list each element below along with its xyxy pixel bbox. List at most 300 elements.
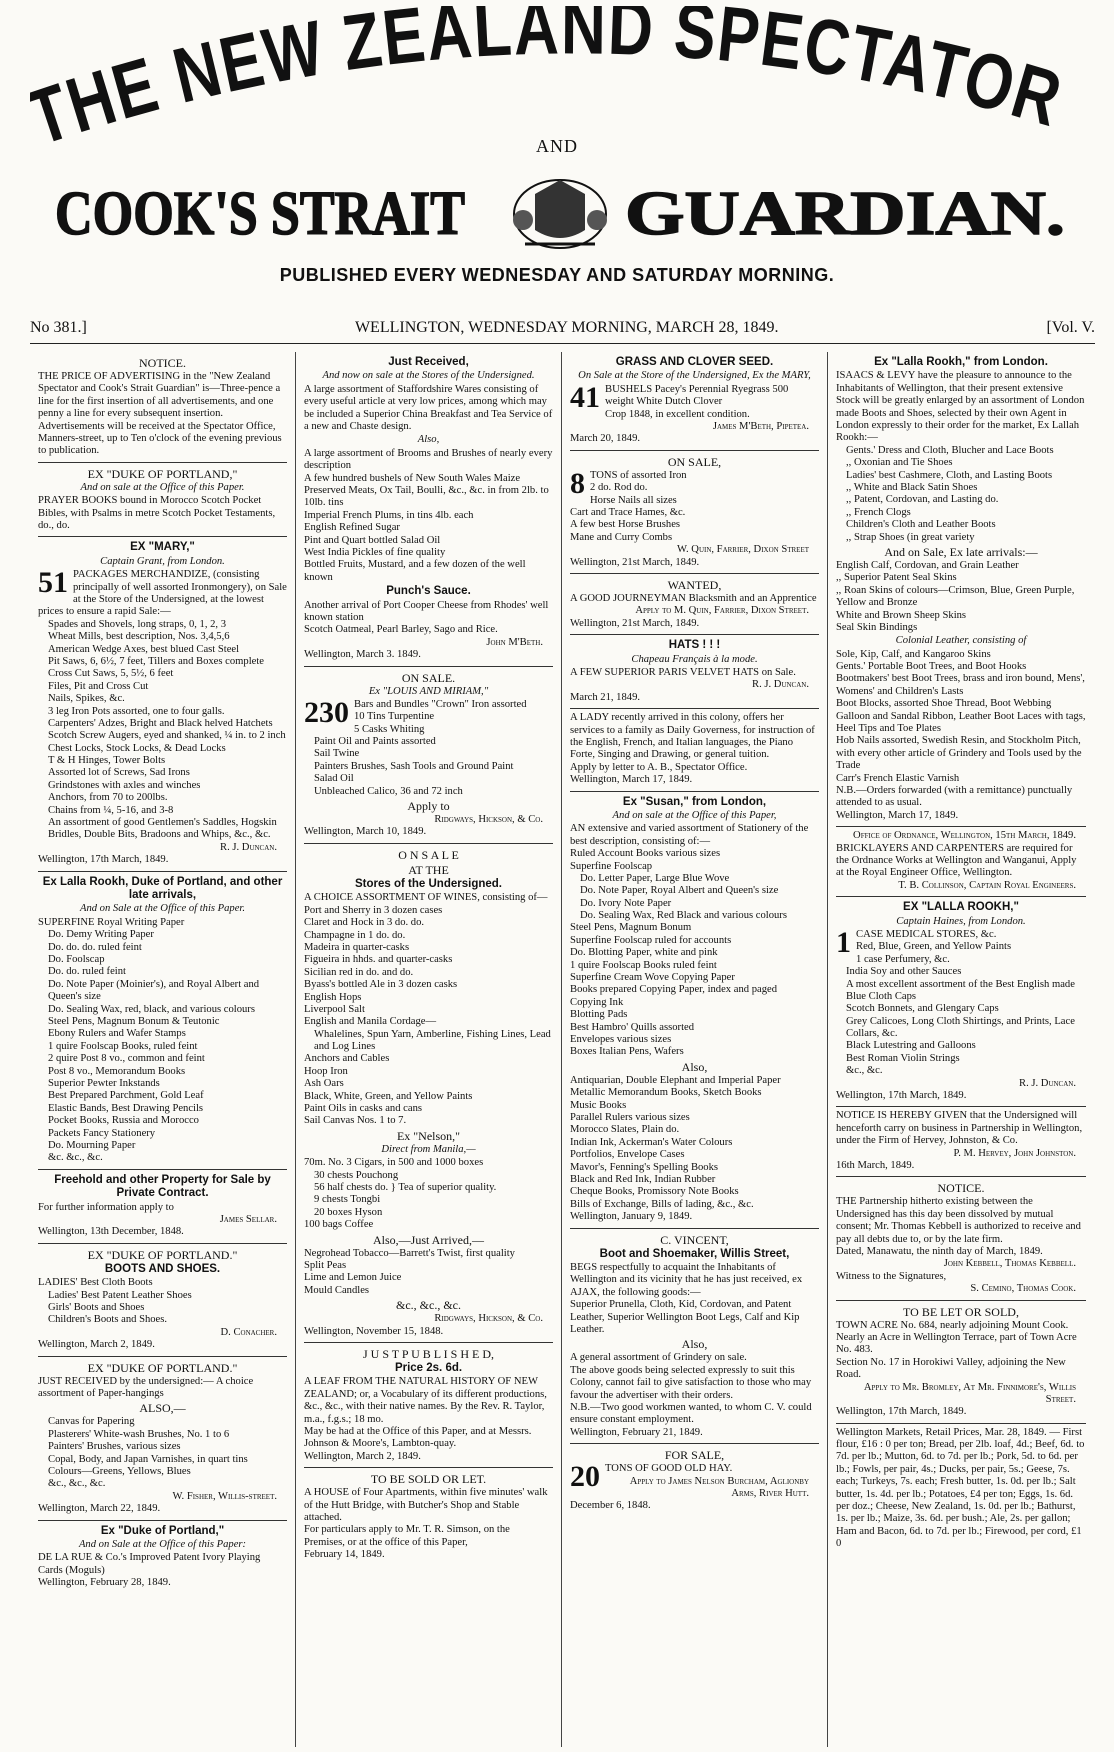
line-text: 70m. No. 3 Cigars, in 500 and 1000 boxes <box>304 1157 484 1169</box>
line-text: 1 quire Foolscap Books, ruled feint <box>48 1040 198 1052</box>
line-text: Captain Haines, from London. <box>896 915 1026 927</box>
line-text: Colours—Greens, Yellows, Blues <box>48 1466 191 1477</box>
ad-heading <box>304 1129 553 1143</box>
line-text: English and Manila Cordage— <box>304 1016 437 1028</box>
ad-text <box>570 532 819 544</box>
line-text: American Wedge Axes, best blued Cast Steel <box>48 643 240 655</box>
line-text: T & H Hinges, Tower Bolts <box>48 755 166 767</box>
ad-text <box>836 785 1086 810</box>
ad-text <box>304 522 553 534</box>
ad-text <box>836 482 1086 494</box>
ad-text <box>570 1124 819 1136</box>
advertisement <box>304 1468 553 1565</box>
line-text: Paint Oils in casks and cans <box>304 1103 422 1115</box>
ad-heading <box>38 1174 287 1201</box>
ad-text <box>38 743 287 755</box>
line-text: Wellington, March 3. 1849. <box>304 649 421 661</box>
line-text: Ex "Lalla Rookh," from London. <box>874 356 1048 368</box>
ad-text <box>304 1549 553 1561</box>
line-text: Sicilian red in do. and do. <box>304 966 414 978</box>
line-text: Do. Blotting Paper, white and pink <box>570 947 718 959</box>
line-text: Superior Pewter Inkstands <box>48 1077 160 1089</box>
line-text: 9 chests Tongbi <box>314 1194 381 1206</box>
ad-text <box>836 1246 1086 1258</box>
ad-text <box>570 762 819 774</box>
line-text: THE Partnership hitherto existing between the Undersigned has this day been dissolved by mutual consent; Mr. Thomas Kebbell is authorized to receive and pay all debts due to, or by the late firm. <box>836 1196 1081 1245</box>
line-text: ,, Superior Patent Seal Skins <box>836 572 957 584</box>
line-text: R. J. Duncan. <box>752 679 809 691</box>
ad-text <box>570 910 819 922</box>
line-text: PACKAGES MERCHANDIZE, (consisting principally of well assorted Ironmongery), on Sale at the Store of the Undersigned, at the lowest prices to ensure a rapid Sale:— <box>38 569 287 618</box>
ad-heading <box>38 1361 287 1375</box>
ad-heading <box>570 1060 819 1074</box>
royal-arms-emblem <box>513 180 607 248</box>
line-text: And on sale at the Office of this Paper, <box>612 809 777 821</box>
line-text: Wheat Mills, best description, Nos. 3,4,5,6 <box>48 631 230 643</box>
ad-text <box>570 861 819 873</box>
ad-text <box>304 1272 553 1284</box>
line-text: For particulars apply to Mr. T. R. Simson, on the Premises, or at the office of this Paper, <box>304 1524 510 1548</box>
line-text: THE PRICE OF ADVERTISING in the "New Zealand Spectator and Cook's Strait Guardian" is—Three-pence a line for the first insertion of all advertisements, and one penny a line for every subsequent insertion. Advertisements will be received at the Spectator Office, Manners-street, up to Ten o'clock of the evening previous to publication. <box>38 371 282 457</box>
line-text: March 20, 1849. <box>570 433 641 445</box>
ad-text <box>570 654 819 666</box>
line-text: Wellington, March 17, 1849. <box>836 809 959 821</box>
ad-text <box>570 1075 819 1087</box>
line-text: NOTICE. <box>139 356 186 370</box>
ad-text <box>38 1004 287 1016</box>
line-text: Ladies' Best Patent Leather Shoes <box>48 1289 192 1301</box>
advertisement <box>836 1177 1086 1300</box>
quantity-numeral: 8 <box>570 466 585 500</box>
ad-signature <box>570 544 819 556</box>
ad-text <box>38 1478 287 1490</box>
ad-text <box>304 1170 553 1182</box>
ad-text <box>38 730 287 742</box>
line-text: Packets Fancy Stationery <box>48 1127 156 1139</box>
ad-text <box>570 1022 819 1034</box>
ad-text <box>836 843 1086 880</box>
line-text: A general assortment of Grindery on sale. <box>570 1352 747 1364</box>
line-text: A GOOD JOURNEYMAN Blacksmith and an Apprentice <box>570 592 817 604</box>
quantity-numeral: 230 <box>304 695 349 729</box>
ad-text <box>836 532 1086 544</box>
ad-text <box>304 370 553 382</box>
line-text: Grey Calicoes, Long Cloth Shirtings, and Prints, Lace Collars, &c. <box>846 1015 1075 1040</box>
advertisement <box>304 1343 553 1468</box>
line-text: Do. Letter Paper, Large Blue Wove <box>580 872 730 884</box>
ad-signature <box>836 1382 1086 1407</box>
ad-text <box>304 1426 553 1451</box>
line-text: And on Sale at the Office of this Paper: <box>78 1539 247 1551</box>
ad-heading <box>304 848 553 862</box>
ad-text <box>836 1016 1086 1041</box>
line-text: And on Sale, Ex late arrivals:— <box>884 544 1038 559</box>
ad-text <box>38 495 287 532</box>
line-text: Mavor's, Fenning's Spelling Books <box>570 1161 719 1173</box>
line-text: JUST RECEIVED by the undersigned:— A choice assortment of Paper-hangings <box>38 1375 254 1400</box>
line-text: And on sale at the Office of this Paper. <box>80 481 245 493</box>
ad-text <box>304 1053 553 1065</box>
line-text: Lime and Lemon Juice <box>304 1272 402 1284</box>
ad-text <box>570 495 819 507</box>
ad-signature <box>570 421 819 433</box>
line-text: Champagne in 1 do. do. <box>304 929 406 941</box>
ad-text <box>570 593 819 605</box>
ad-text <box>836 941 1086 953</box>
line-text: Plasterers' White-wash Brushes, No. 1 to 6 <box>48 1428 230 1440</box>
line-text: Envelopes various sizes <box>570 1034 672 1045</box>
advertisement <box>836 1301 1086 1424</box>
ad-text <box>836 470 1086 482</box>
ad-signature <box>836 1078 1086 1090</box>
ad-text <box>836 1196 1086 1246</box>
line-text: ON SALE, <box>667 454 722 469</box>
line-text: Do. do. do. ruled feint <box>48 941 142 953</box>
line-text: R. J. Duncan. <box>220 841 277 853</box>
line-text: Apply to Mr. Bromley, At Mr. Finnimore's, Willis Street. <box>863 1381 1076 1405</box>
ad-text <box>836 673 1086 698</box>
ad-text <box>304 892 553 904</box>
ad-signature <box>836 1258 1086 1270</box>
line-text: Mould Candles <box>304 1284 370 1296</box>
ad-text <box>38 556 287 568</box>
title-line2-left: COOK'S STRAIT <box>55 180 465 248</box>
ad-text <box>38 482 287 494</box>
ad-text <box>570 848 819 860</box>
advertisement <box>570 709 819 791</box>
line-text: WANTED, <box>667 577 722 592</box>
ad-heading <box>570 1233 819 1247</box>
ad-text <box>38 755 287 767</box>
line-text: Girls' Boots and Shoes <box>48 1302 145 1314</box>
line-text: R. J. Duncan. <box>1019 1077 1076 1089</box>
ad-text <box>304 473 553 485</box>
line-text: Music Books <box>570 1099 627 1111</box>
ad-text <box>836 457 1086 469</box>
line-text: Ex "Duke of Portland," <box>100 1524 225 1537</box>
line-text: Ebony Rulers and Wafer Stamps <box>48 1028 186 1040</box>
ad-text <box>570 1365 819 1402</box>
line-text: Do. Sealing Wax, Red Black and various colours <box>580 910 787 922</box>
ad-text <box>304 942 553 954</box>
ad-text <box>38 718 287 730</box>
ad-text <box>38 1028 287 1040</box>
ad-signature <box>38 842 287 854</box>
line-text: Do. Mourning Paper <box>48 1139 136 1151</box>
line-text: Scotch Oatmeal, Pearl Barley, Sago and Rice. <box>304 624 498 636</box>
line-text: Apply to James Nelson Burcham, Aglionby Arms, River Hutt. <box>629 1475 809 1499</box>
ad-text <box>570 1352 819 1364</box>
line-text: A CHOICE ASSORTMENT OF WINES, consisting of— <box>304 892 548 904</box>
ad-text <box>570 692 819 704</box>
line-text: Pit Saws, 6, 6½, 7 feet, Tillers and Boxes complete <box>48 655 264 667</box>
line-text: Parallel Rulers various sizes <box>570 1111 690 1123</box>
line-text: N.B.—Two good workmen wanted, to whom C. V. could ensure constant employment. <box>570 1401 812 1426</box>
line-text: Black and Red Ink, Indian Rubber <box>570 1173 716 1185</box>
line-text: White and Brown Sheep Skins <box>836 609 967 621</box>
line-text: On Sale at the Store of the Undersigned, Ex the MARY, <box>578 370 811 382</box>
line-text: TONS OF GOOD OLD HAY. <box>605 1463 733 1475</box>
ad-heading <box>570 1248 819 1261</box>
ad-text <box>38 1416 287 1428</box>
line-text: Price 2s. 6d. <box>394 1362 463 1374</box>
line-text: &c., &c., &c. <box>48 1478 106 1490</box>
ad-text <box>836 370 1086 444</box>
line-text: Wellington, March 2, 1849. <box>38 1339 155 1351</box>
line-text: Crop 1848, in excellent condition. <box>605 408 750 420</box>
ad-text <box>38 371 287 458</box>
ad-heading <box>836 901 1086 914</box>
ad-heading <box>304 585 553 598</box>
advertisement <box>38 463 287 538</box>
line-text: SUPERFINE Royal Writing Paper <box>38 916 185 928</box>
ad-heading <box>304 671 553 685</box>
line-text: A FEW SUPERIOR PARIS VELVET HATS on Sale. <box>570 667 796 678</box>
line-text: Punch's Sauce. <box>386 585 471 598</box>
line-text: Best Roman Violin Strings <box>846 1052 960 1064</box>
ad-text <box>836 916 1086 928</box>
line-text: Wellington, 21st March, 1849. <box>570 617 700 629</box>
ad-text <box>38 619 287 631</box>
line-text: Direct from Manila,— <box>381 1143 476 1155</box>
ad-text <box>570 1112 819 1124</box>
ad-text <box>836 1040 1086 1052</box>
line-text: NOTICE. <box>937 1181 985 1196</box>
ad-text <box>304 1487 553 1524</box>
line-text: FOR SALE, <box>664 1448 725 1463</box>
quantity-numeral: 41 <box>570 380 600 414</box>
line-text: DE LA RUE & Co.'s Improved Patent Ivory Playing Cards (Moguls) <box>38 1552 261 1576</box>
line-text: Ex "Nelson," <box>396 1128 461 1143</box>
line-text: A few best Horse Brushes <box>570 519 681 531</box>
advertisement <box>38 1521 287 1594</box>
line-text: John Kebbell, Thomas Kebbell. <box>943 1258 1076 1270</box>
line-text: Blotting Pads <box>570 1009 628 1021</box>
line-text: Wellington Markets, Retail Prices, Mar. 28, 1849. — First flour, £16 : 0 per ton; Bread, per 2lb. loaf, 4d.; Beef, 6d. to 7d. per lb.; Mutton, 6d. to 7d. per lb.; Pork, 5d. to 6d. per lb.; Fowls, per pair, 4s.; Ducks, per pair, 5s.; Geese, 7s. each; Turkeys, 7s. each; Fresh butter, 1s. 0d. per lb.; Salt butter, 1s. 4d. per lb.; Potatoes, £4 per ton; Eggs, 1s. 6d. per doz.; Cheese, New Zealand, 1s. 0d. per lb.; Bathurst, 1s. per lb.; Maize, 3s. 6d. per bush.; Ale, 2s. per gallon; Ham and Bacon, 6d. to 7d. per lb.; Firewood, per cord, £1 0 <box>836 1426 1085 1550</box>
line-text: Sole, Kip, Calf, and Kangaroo Skins <box>836 648 991 660</box>
line-text: Chest Locks, Stock Locks, & Dead Locks <box>48 742 226 754</box>
line-text: BRICKLAYERS AND CARPENTERS are required for the Ordnance Works at Wellington and Wanganui, Apply at the Royal Engineer Office, Wellington. <box>836 842 1077 879</box>
line-text: West India Pickles of fine quality <box>304 546 446 558</box>
ad-text <box>570 1034 819 1046</box>
issue-number: No 381.] <box>30 319 87 336</box>
ad-text <box>304 967 553 979</box>
ad-text <box>570 873 819 885</box>
advertisement <box>38 1244 287 1357</box>
ad-text <box>836 979 1086 1004</box>
line-text: ALSO,— <box>139 1401 186 1416</box>
ad-text <box>836 1357 1086 1382</box>
line-text: An assortment of good Gentlemen's Saddles, Hogskin Bridles, Double Bits, Bradoons and Whips, &c., &c. <box>48 817 277 841</box>
line-text: Do. Demy Writing Paper <box>48 929 154 941</box>
line-text: Spades and Shovels, long straps, 0, 1, 2, 3 <box>48 618 227 630</box>
quantity-numeral: 51 <box>38 566 68 600</box>
ad-text <box>570 667 819 679</box>
ad-heading <box>38 1263 287 1276</box>
line-text: Superfine Foolscap <box>570 860 653 872</box>
ad-text <box>304 1157 553 1169</box>
ad-signature <box>38 1327 287 1339</box>
ad-text <box>38 979 287 1004</box>
ad-text <box>836 810 1086 822</box>
line-text: &c. &c., &c. <box>48 1152 103 1164</box>
line-text: TO BE SOLD OR LET. <box>370 1472 487 1487</box>
ad-text <box>38 1152 287 1164</box>
advertisement <box>836 1424 1086 1555</box>
ad-text <box>570 1211 819 1223</box>
line-text: Galloon and Sandal Ribbon, Leather Boot Laces with tags, Heel Tips and Toe Plates <box>836 710 1086 735</box>
line-text: Children's Boots and Shoes. <box>48 1314 168 1326</box>
ad-text <box>836 519 1086 531</box>
ad-heading <box>38 467 287 481</box>
quantity-numeral: 1 <box>836 925 851 959</box>
line-text: Superfine Cream Wove Copying Paper <box>570 972 735 984</box>
ad-text <box>304 1376 553 1426</box>
line-text: Boot and Shoemaker, Willis Street, <box>599 1247 790 1260</box>
ad-text <box>304 1182 553 1194</box>
ad-text <box>304 773 553 785</box>
ad-text <box>836 649 1086 661</box>
ad-text <box>304 761 553 773</box>
ad-signature <box>38 1214 287 1226</box>
line-text: Children's Cloth and Leather Boots <box>846 519 996 531</box>
ad-text <box>38 1078 287 1090</box>
line-text: Do. Ivory Note Paper <box>580 897 672 909</box>
ad-text <box>570 409 819 421</box>
ad-heading <box>38 541 287 554</box>
line-text: NOTICE IS HEREBY GIVEN that the Undersigned will henceforth carry on business in Partnership in Wellington, under the Firm of Hervey, Johnston, & Co. <box>836 1110 1083 1147</box>
ad-heading <box>304 863 553 877</box>
line-text: 16th March, 1849. <box>836 1159 915 1171</box>
line-text: AT THE <box>408 862 449 877</box>
line-text: Ex Lalla Rookh, Duke of Portland, and other late arrivals, <box>42 875 283 902</box>
line-text: GRASS AND CLOVER SEED. <box>615 356 774 368</box>
ad-signature <box>836 880 1086 892</box>
ad-heading <box>38 1525 287 1538</box>
line-text: Wellington, March 2, 1849. <box>304 1450 421 1462</box>
ad-text <box>570 1402 819 1427</box>
line-text: CASE MEDICAL STORES, &c. <box>856 928 997 940</box>
ad-text <box>304 434 553 446</box>
ad-text <box>304 535 553 547</box>
ad-text <box>38 1277 287 1289</box>
ad-text <box>304 1144 553 1156</box>
ad-signature <box>304 1313 553 1325</box>
and-word: AND <box>536 136 578 156</box>
line-text: T. B. Collinson, Captain Royal Engineers. <box>898 879 1076 891</box>
line-text: Salad Oil <box>314 773 354 785</box>
ad-heading <box>836 1305 1086 1319</box>
line-text: John M'Beth. <box>486 636 543 648</box>
line-text: Boot Blocks, assorted Shoe Thread, Boot Webbing <box>836 698 1052 710</box>
line-text: Antiquarian, Double Elephant and Imperial Paper <box>570 1074 781 1086</box>
line-text: TOWN ACRE No. 684, nearly adjoining Mount Cook. <box>836 1319 1069 1331</box>
line-text: 1 case Perfumery, &c. <box>856 953 950 965</box>
ad-text <box>570 370 819 382</box>
line-text: Ex "Susan," from London, <box>622 795 767 808</box>
ad-heading <box>304 799 553 813</box>
line-text: Also, <box>681 1337 708 1352</box>
ad-text <box>570 972 819 984</box>
title-banner <box>30 6 1090 156</box>
line-text: Steel Pens, Magnum Bonum <box>570 922 692 934</box>
ad-text <box>304 930 553 942</box>
advertisement <box>38 537 287 871</box>
ad-text <box>304 992 553 1004</box>
line-text: BUSHELS Pacey's Perennial Ryegrass 500 weight White Dutch Clover <box>605 383 789 408</box>
line-text: Another arrival of Port Cooper Cheese from Rhodes' well known station <box>304 599 549 623</box>
ad-text <box>304 547 553 559</box>
line-text: Port and Sherry in 3 dozen cases <box>304 904 443 916</box>
line-text: Do. Sealing Wax, red, black, and various colours <box>48 1003 255 1015</box>
ad-text <box>38 1053 287 1065</box>
line-text: Colonial Leather, consisting of <box>895 635 1027 647</box>
line-text: Ladies' best Cashmere, Cloth, and Lasting Boots <box>846 469 1053 481</box>
line-text: S. Cemino, Thomas Cook. <box>970 1283 1076 1295</box>
ad-text <box>38 1552 287 1577</box>
ad-text <box>304 905 553 917</box>
line-text: Unbleached Calico, 36 and 72 inch <box>314 785 463 797</box>
ad-text <box>570 433 819 445</box>
ad-text <box>836 610 1086 622</box>
line-text: Wellington, 13th December, 1848. <box>38 1226 184 1238</box>
line-text: ,, Patent, Cordovan, and Lasting do. <box>846 494 999 506</box>
ad-text <box>304 954 553 966</box>
ad-text <box>304 1524 553 1549</box>
line-text: Negrohead Tobacco—Barrett's Twist, first quality <box>304 1247 515 1259</box>
ad-text <box>304 1016 553 1028</box>
line-text: EX "DUKE OF PORTLAND." <box>87 1360 238 1375</box>
line-text: 100 bags Coffee <box>304 1219 374 1231</box>
line-text: Cross Cut Saws, 5, 5½, 6 feet <box>48 668 174 680</box>
line-text: Wellington, March 17, 1849. <box>570 774 693 786</box>
ad-heading <box>570 578 819 592</box>
line-text: Copal, Body, and Japan Varnishes, in quart tins <box>48 1453 248 1465</box>
line-text: Wellington, January 9, 1849. <box>570 1211 693 1223</box>
ad-heading <box>570 1448 819 1462</box>
ad-text <box>570 1186 819 1198</box>
line-text: Bars and Bundles "Crown" Iron assorted <box>354 698 527 710</box>
line-text: Paint Oil and Paints assorted <box>314 736 436 748</box>
ad-heading <box>304 1233 553 1247</box>
ad-text <box>570 922 819 934</box>
ad-text <box>38 1066 287 1078</box>
ad-text <box>304 786 553 798</box>
ad-text <box>836 1427 1086 1551</box>
ad-text <box>304 1260 553 1272</box>
quantity-numeral: 20 <box>570 1460 600 1494</box>
ad-text <box>38 1577 287 1589</box>
ad-text <box>570 1299 819 1336</box>
publication-schedule: PUBLISHED EVERY WEDNESDAY AND SATURDAY MORNING. <box>279 265 835 285</box>
line-text: Do. Note Paper (Moinier's), and Royal Albert and Queen's size <box>48 978 260 1003</box>
line-text: EX "DUKE OF PORTLAND," <box>87 466 238 481</box>
line-text: Morocco Slates, Plain do. <box>570 1124 680 1136</box>
line-text: TO BE LET OR SOLD, <box>903 1304 1019 1319</box>
ad-text <box>38 1503 287 1515</box>
ad-text <box>304 649 553 661</box>
line-text: 20 boxes Hyson <box>314 1206 383 1218</box>
line-text: Pint and Quart bottled Salad Oil <box>304 534 441 546</box>
line-text: Steel Pens, Magnum Bonum & Teutonic <box>48 1016 220 1027</box>
line-text: Wellington, 17th March, 1849. <box>836 1406 967 1418</box>
line-text: Cart and Trace Hames, &c. <box>570 507 686 518</box>
ad-text <box>304 1248 553 1260</box>
ad-text <box>304 600 553 625</box>
ad-text <box>304 979 553 991</box>
ad-signature <box>570 605 819 617</box>
ad-heading <box>38 1248 287 1262</box>
